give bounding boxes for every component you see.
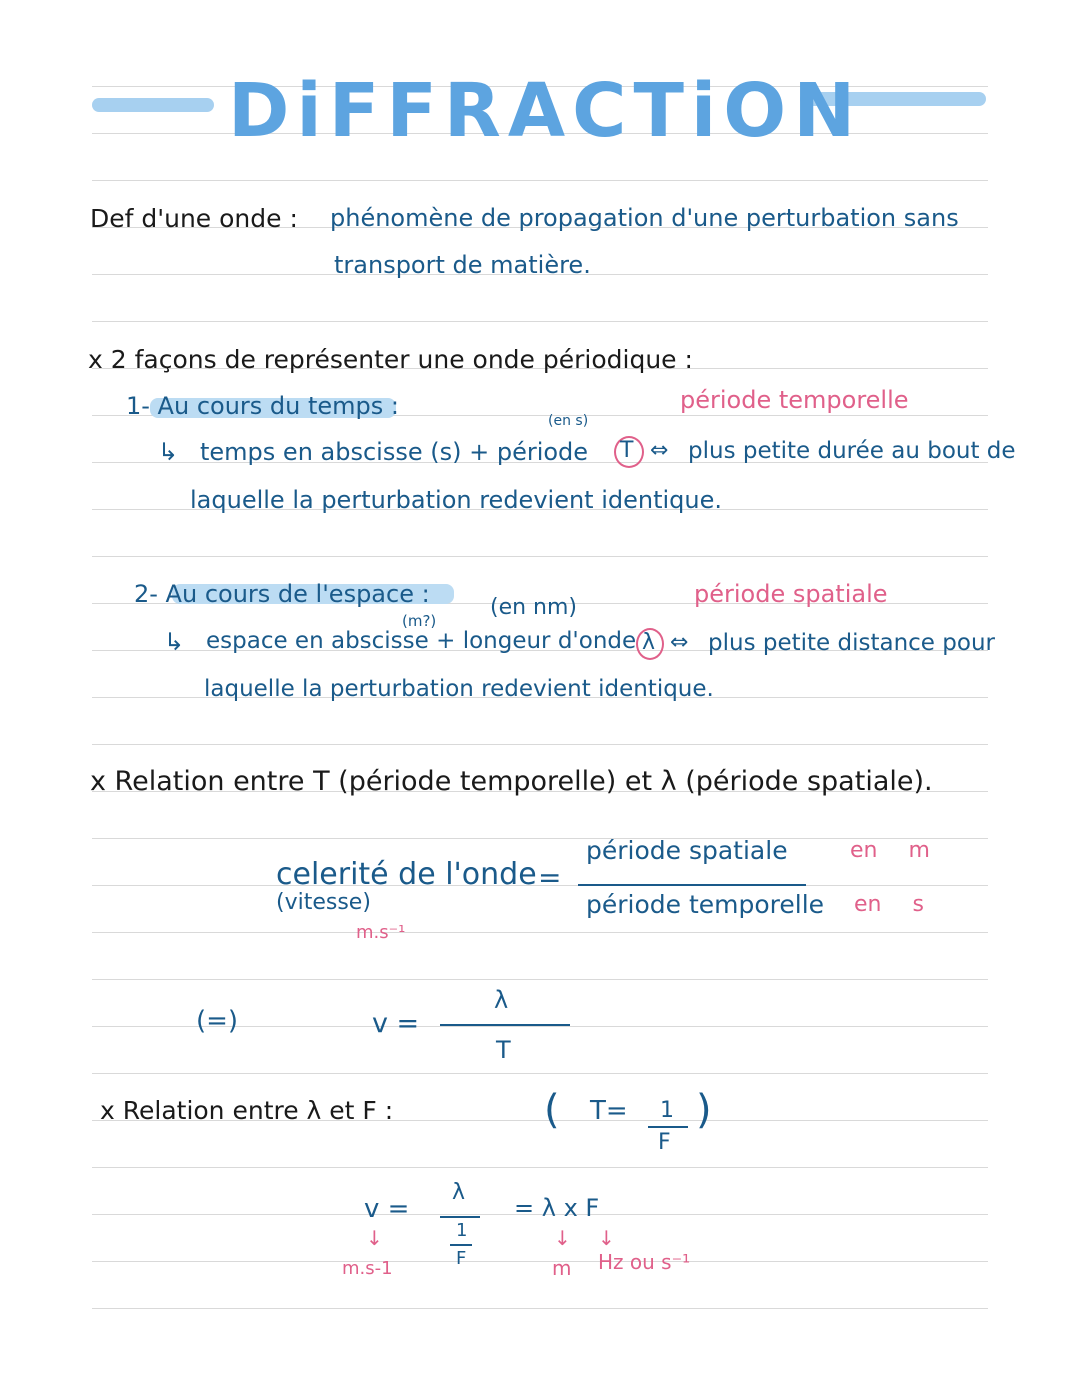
space-line2: laquelle la perturbation redevient identique. [204,676,714,702]
relation2-heading: x Relation entre λ et F : [100,1096,394,1125]
time-line1-a: temps en abscisse (s) + période [200,438,589,466]
denominator-unit: en s [854,892,924,917]
unit-f: Hz ou s⁻¹ [598,1250,691,1274]
page-title: DiFFRACTiON [228,68,863,154]
tf-numerator: 1 [660,1098,674,1123]
equivalence-icon: ⇔ [650,438,669,463]
vf-numerator: λ [452,1180,466,1205]
arrow-down-icon: ↓ [598,1226,615,1250]
def-text-2: transport de matière. [334,251,591,279]
ways-heading: x 2 façons de représenter une onde périodique : [88,345,693,374]
tf-fraction-bar [648,1126,688,1128]
space-symbol: λ [642,630,656,655]
vf-formula: v = [364,1194,410,1224]
time-line1-b: plus petite durée au bout de [688,438,1016,464]
fraction-numerator: période spatiale [586,836,788,865]
space-title: 2- Au cours de l'espace : [134,580,430,608]
arrow-icon: ↳ [158,438,179,466]
time-unit-note: (en s) [548,413,589,429]
celerity-sub: (vitesse) [276,890,371,915]
space-unit-note-2: (m?) [402,612,437,630]
arrow-down-icon: ↓ [366,1226,383,1250]
unit-v: m.s-1 [342,1258,393,1279]
equals-sign: = [538,861,562,894]
arrow-down-icon: ↓ [554,1226,571,1250]
vf-den-denominator: F [456,1248,467,1269]
v-numerator: λ [494,986,509,1014]
vf-fraction-bar [440,1216,480,1218]
vf-equals-product: = λ x F [514,1194,600,1222]
space-line1-b: plus petite distance pour [708,630,995,656]
def-text-1: phénomène de propagation d'une perturbation sans [330,204,959,232]
tf-denominator: F [658,1130,671,1155]
numerator-unit: en m [850,838,930,863]
unit-lambda: m [552,1256,572,1280]
title-bar-left [92,98,214,112]
relation1-heading: x Relation entre T (période temporelle) et λ (période spatiale). [90,766,933,797]
v-denominator: T [496,1036,511,1064]
tf-paren-left: ( [544,1087,560,1133]
equivalence-icon: ⇔ [670,630,689,655]
space-line1-a: espace en abscisse + longeur d'onde [206,628,637,654]
v-formula: v = [372,1008,420,1039]
equivalence-symbol: (=) [196,1006,239,1036]
time-symbol: T [620,438,634,463]
vf-den-bar [450,1244,472,1246]
space-unit-note: (en nm) [490,595,578,620]
tf-t: T= [590,1096,628,1126]
time-line2: laquelle la perturbation redevient identique. [190,486,723,514]
tf-paren-right: ) [696,1087,712,1133]
time-title: 1- Au cours du temps : [126,392,399,420]
time-annotation: période temporelle [680,386,909,414]
celerity-unit: m.s⁻¹ [356,922,406,943]
vf-den-numerator: 1 [456,1220,468,1241]
arrow-icon: ↳ [164,628,185,656]
space-annotation: période spatiale [694,580,888,608]
fraction-denominator: période temporelle [586,890,825,919]
celerity-label: celerité de l'onde [276,857,537,892]
fraction-bar [578,884,806,886]
v-fraction-bar [440,1024,570,1026]
def-label: Def d'une onde : [90,204,298,233]
